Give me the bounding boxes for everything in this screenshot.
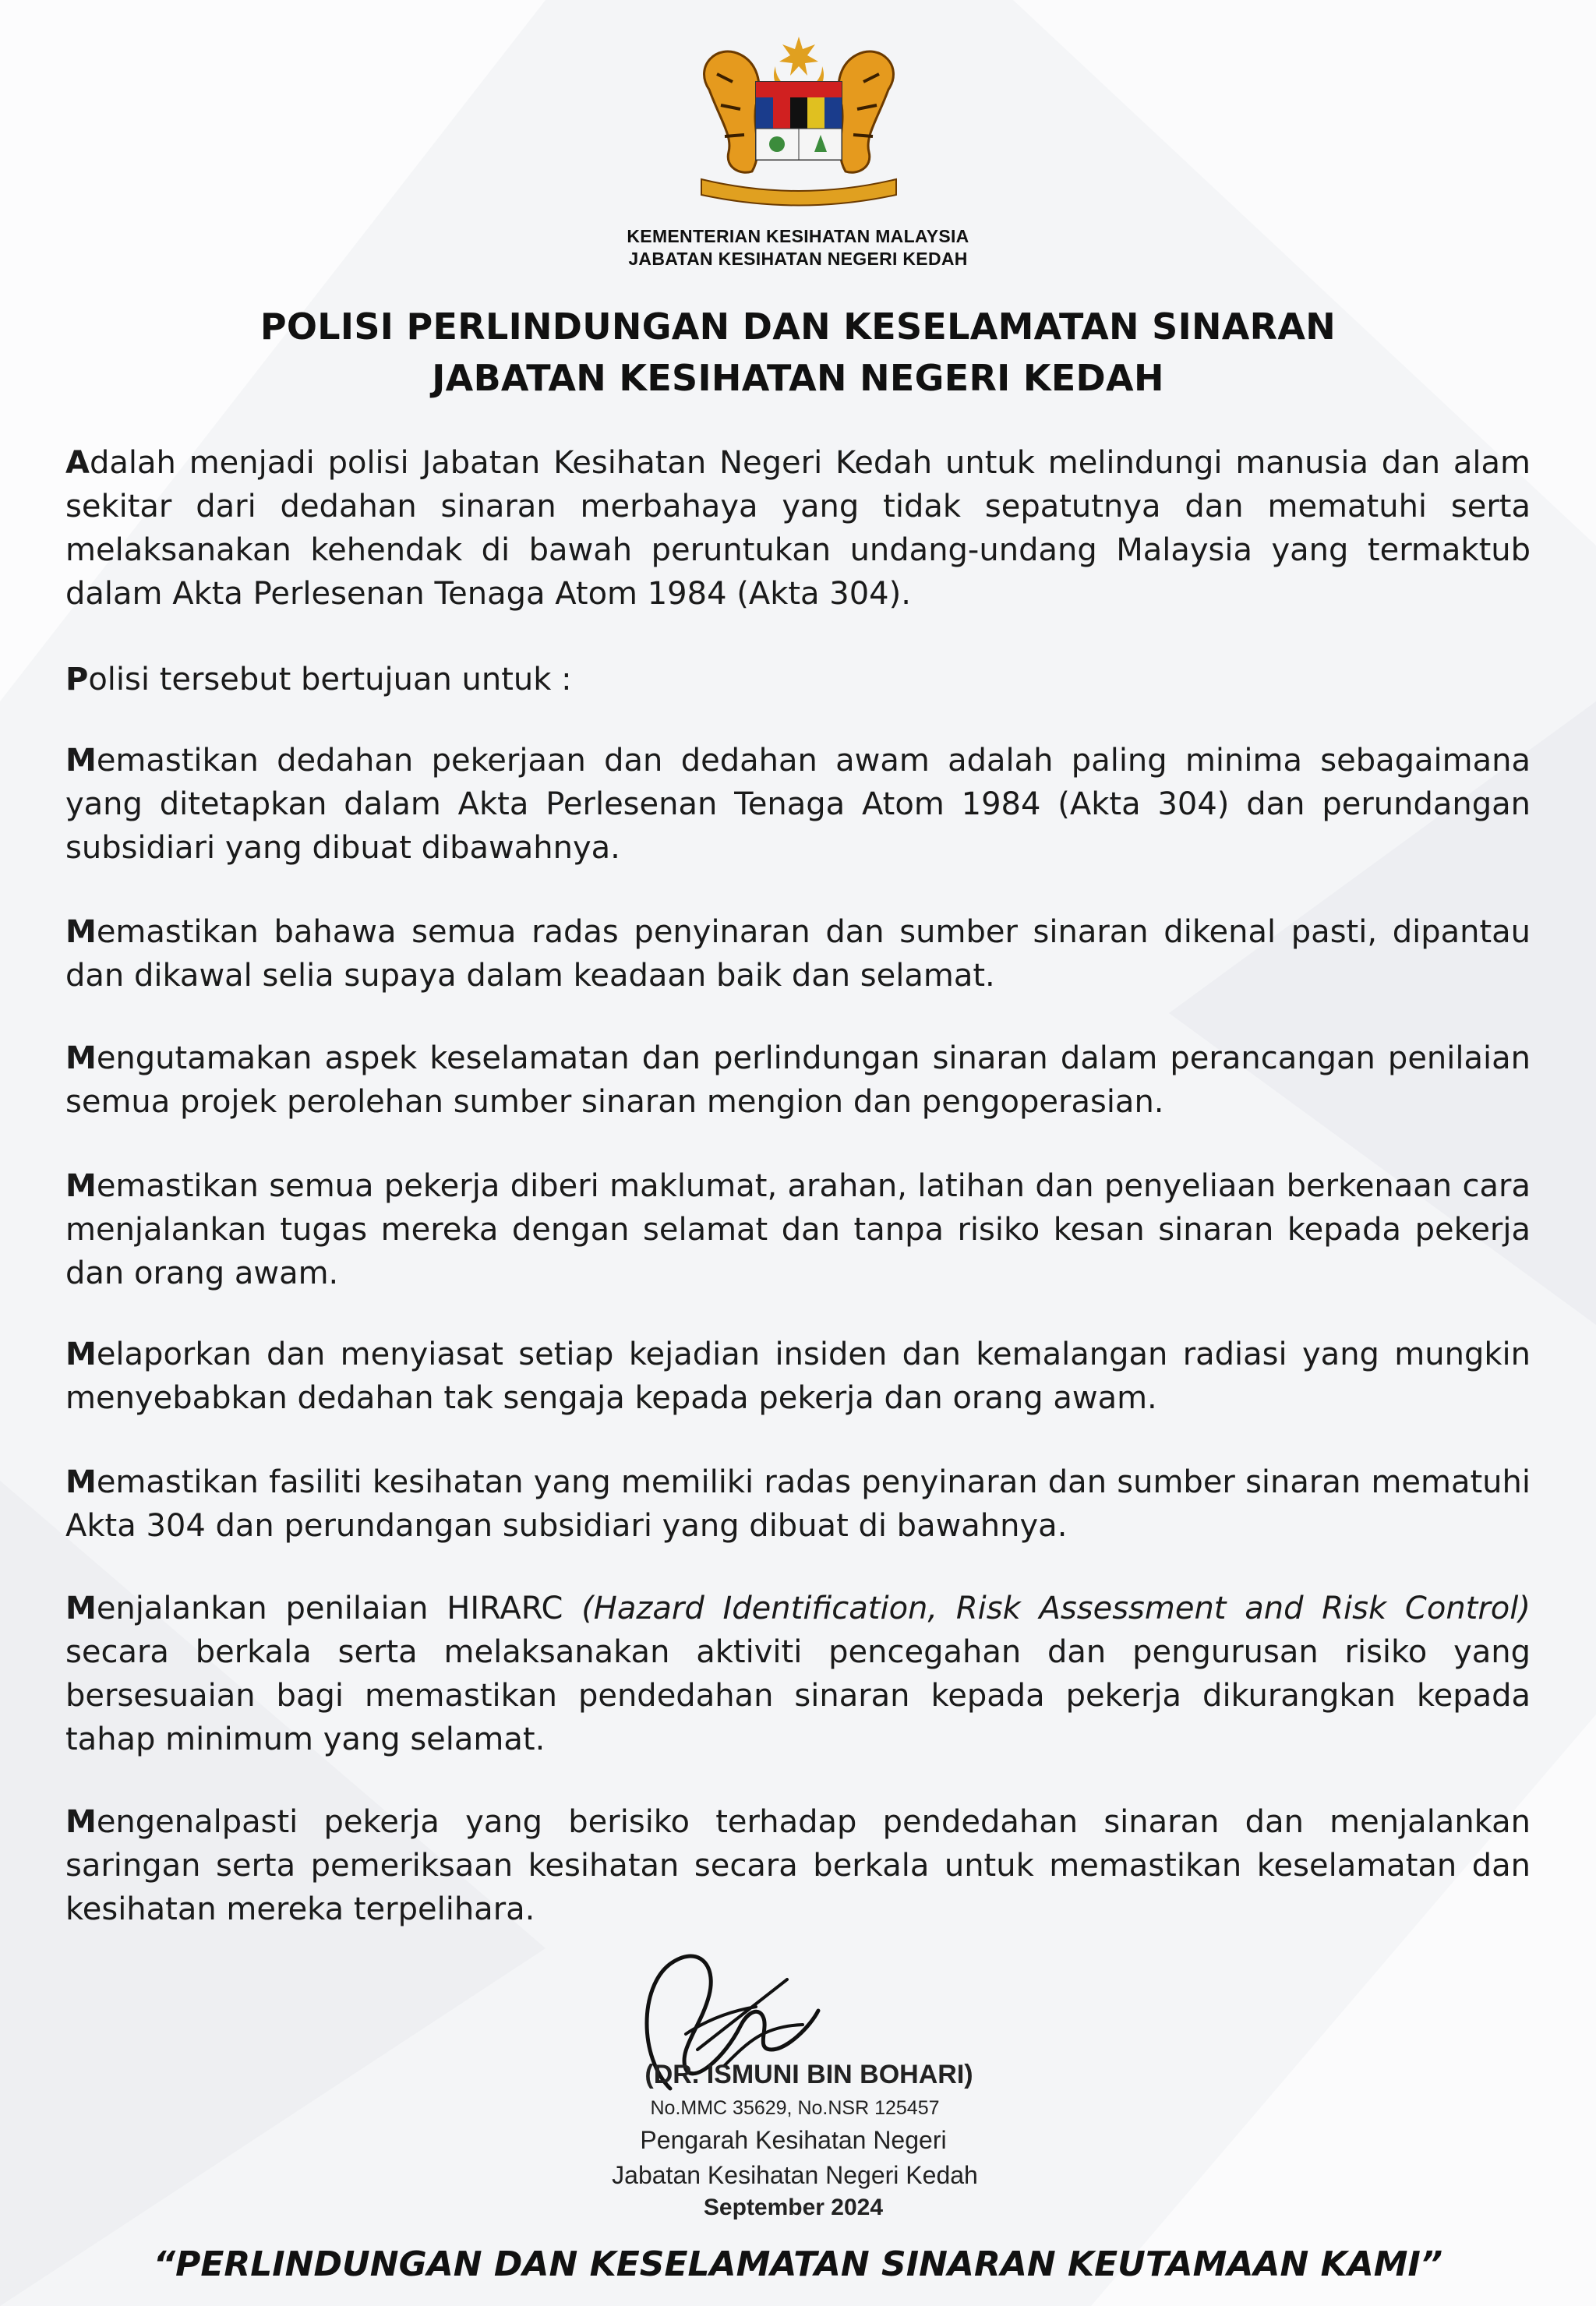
- paragraph-text: engenalpasti pekerja yang berisiko terhadap pendedahan sinaran dan menjalankan saringan serta pemeriksaan kesihatan secara berkala untuk memastikan keselamatan dan kesihatan mereka terpelihara.: [65, 1804, 1531, 1927]
- drop-initial: A: [65, 445, 90, 481]
- signatory-position: Pengarah Kesihatan Negeri: [640, 2126, 947, 2154]
- paragraph-text: emastikan bahawa semua radas penyinaran dan sumber sinaran dikenal pasti, dipantau dan dikawal selia supaya dalam keadaan baik dan selamat.: [65, 914, 1531, 994]
- paragraph-text: secara berkala serta melaksanakan aktiviti pencegahan dan pengurusan risiko yang bersesuaian bagi memastikan pendedahan sinaran kepada pekerja dikurangkan kepada tahap minimum yang selamat.: [65, 1634, 1531, 1757]
- paragraph-text: olisi tersebut bertujuan untuk :: [88, 662, 572, 697]
- policy-objective-7: [65, 1587, 1531, 1761]
- policy-objective-5: [65, 1333, 1531, 1420]
- paragraph-text: elaporkan dan menyiasat setiap kejadian insiden dan kemalangan radiasi yang mungkin menyebabkan dedahan tak sengaja kepada pekerja dan orang awam.: [65, 1337, 1531, 1416]
- policy-objective-6: [65, 1460, 1531, 1548]
- drop-initial: M: [65, 1804, 97, 1840]
- policy-intro: [65, 658, 1531, 701]
- drop-initial: P: [65, 662, 89, 697]
- drop-initial: M: [65, 1040, 97, 1076]
- policy-objective-2: [65, 910, 1531, 998]
- policy-objective-8: [65, 1800, 1531, 1931]
- drop-initial: M: [65, 1464, 97, 1500]
- policy-objective-4: [65, 1164, 1531, 1295]
- policy-objective-1: [65, 739, 1531, 870]
- policy-statement: [65, 441, 1531, 616]
- paragraph-text: engutamakan aspek keselamatan dan perlindungan sinaran dalam perancangan penilaian semua projek perolehan sumber sinaran mengion dan pengoperasian.: [65, 1040, 1531, 1120]
- policy-objective-3: [65, 1036, 1531, 1124]
- drop-initial: M: [65, 914, 97, 950]
- paragraph-text: emastikan fasiliti kesihatan yang memiliki radas penyinaran dan sumber sinaran mematuhi Akta 304 dan perundangan subsidiari yang dibuat di bawahnya.: [65, 1464, 1531, 1544]
- signatory-department: Jabatan Kesihatan Negeri Kedah: [612, 2161, 978, 2189]
- paragraph-text: emastikan dedahan pekerjaan dan dedahan awam adalah paling minima sebagaimana yang ditetapkan dalam Akta Perlesenan Tenaga Atom 1984 (Akta 304) dan perundangan subsidiari yang dibuat dibawahnya.: [65, 743, 1531, 866]
- drop-initial: M: [65, 1337, 97, 1372]
- footer-motto: “PERLINDUNGAN DAN KESELAMATAN SINARAN KEUTAMAAN KAMI”: [153, 2244, 1443, 2284]
- paragraph-text: dalah menjadi polisi Jabatan Kesihatan Negeri Kedah untuk melindungi manusia dan alam sekitar dari dedahan sinaran merbahaya yang tidak sepatutnya dan mematuhi serta melaksanakan kehendak di bawah peruntukan undang-undang Malaysia yang termaktub dalam Akta Perlesenan Tenaga Atom 1984 (Akta 304).: [65, 445, 1531, 612]
- drop-initial: M: [65, 743, 97, 779]
- paragraph-text: enjalankan penilaian HIRARC: [96, 1591, 582, 1626]
- signatory-name: (DR. ISMUNI BIN BOHARI): [644, 2060, 973, 2089]
- drop-initial: M: [65, 1591, 97, 1626]
- signatory-registration: No.MMC 35629, No.NSR 125457: [650, 2097, 940, 2119]
- paragraph-text: emastikan semua pekerja diberi maklumat, arahan, latihan dan penyeliaan berkenaan cara menjalankan tugas mereka dengan selamat dan tanpa risiko kesan sinaran kepada pekerja dan orang awam.: [65, 1168, 1531, 1291]
- hirarc-expansion: (Hazard Identification, Risk Assessment and Risk Control): [581, 1591, 1531, 1626]
- drop-initial: M: [65, 1168, 97, 1204]
- coat-of-arms-logo: [678, 35, 920, 207]
- signed-date: September 2024: [703, 2195, 884, 2220]
- document-subtitle: JABATAN KESIHATAN NEGERI KEDAH: [432, 357, 1164, 399]
- ministry-name: KEMENTERIAN KESIHATAN MALAYSIA: [627, 226, 969, 246]
- department-name: JABATAN KESIHATAN NEGERI KEDAH: [628, 249, 968, 269]
- document-title: POLISI PERLINDUNGAN DAN KESELAMATAN SINARAN: [260, 305, 1336, 348]
